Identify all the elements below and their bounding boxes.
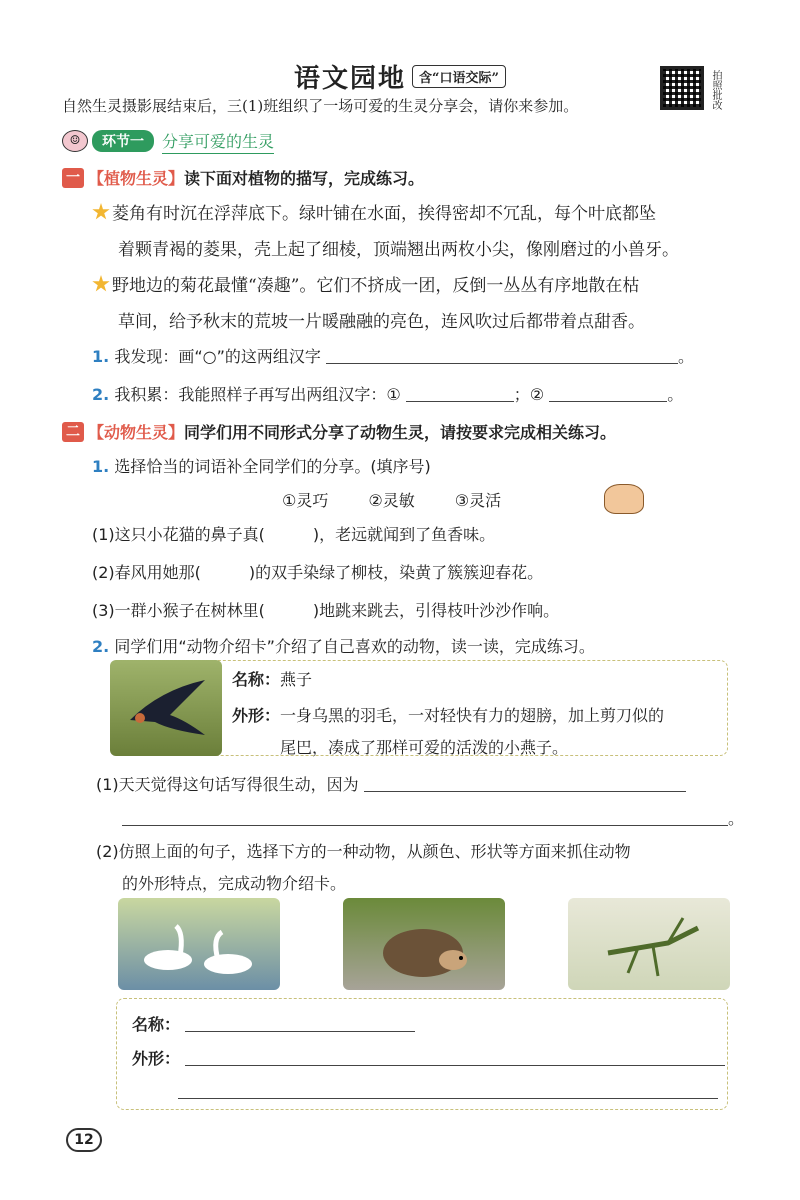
- question-1-2: [92, 382, 683, 405]
- intro-text: 自然生灵摄影展结束后，三(1)班组织了一场可爱的生灵分享会，请你来参加。: [62, 97, 579, 115]
- mascot-icon: ☺: [62, 130, 88, 152]
- stage-header: [62, 130, 274, 152]
- subquestion-text-2: 的外形特点，完成动物介绍卡。: [122, 874, 347, 893]
- stage-badge: 环节一: [92, 130, 154, 152]
- section-2-instruction: 同学们用不同形式分享了动物生灵，请按要求完成相关练习。: [184, 423, 617, 442]
- answer-shape-row: [132, 1046, 725, 1069]
- subquestion-1: [96, 772, 686, 795]
- card-name-row: [232, 667, 312, 690]
- title-tag: 含“口语交际”: [412, 65, 506, 88]
- title-text: 语文园地: [294, 64, 407, 94]
- answer-shape-blank[interactable]: [185, 1048, 725, 1066]
- hedgehog-icon: [343, 898, 505, 990]
- question-2-2: [92, 634, 595, 657]
- qr-code[interactable]: [660, 66, 704, 110]
- section-1-heading: [62, 166, 424, 189]
- card-shape-text-2: 尾巴，凑成了那样可爱的活泼的小燕子。: [280, 738, 569, 757]
- question-text: 我积累：我能照样子再写出两组汉字：①: [114, 385, 401, 404]
- subquestion-text: (2)仿照上面的句子，选择下方的一种动物，从颜色、形状等方面来抓住动物: [96, 842, 631, 861]
- card-name-label: 名称：: [232, 670, 281, 689]
- section-2-number: 二: [62, 422, 84, 442]
- section-1-instruction: 读下面对植物的描写，完成练习。: [184, 169, 425, 188]
- period: 。: [728, 809, 745, 828]
- swallow-icon: [110, 660, 222, 756]
- swan-icon: [118, 898, 280, 990]
- plant-paragraph-2: [92, 268, 752, 340]
- section-2-tag: 【动物生灵】: [88, 423, 185, 442]
- sentence-2: (2)春风用她那( )的双手染绿了柳枝，染黄了簇簇迎春花。: [92, 563, 544, 582]
- answer-blank-line[interactable]: [122, 808, 728, 826]
- section-2-heading: [62, 420, 616, 443]
- swallow-photo: [110, 660, 222, 756]
- swan-photo[interactable]: [118, 898, 280, 990]
- section-1-tag: 【植物生灵】: [88, 169, 185, 188]
- star-icon: [92, 275, 110, 293]
- subquestion-2: [96, 836, 631, 900]
- question-text: 选择恰当的词语补全同学们的分享。(填序号): [114, 457, 431, 476]
- subquestion-1-line2: [122, 806, 744, 829]
- card-shape-label: 外形：: [232, 706, 281, 725]
- page-number: 12: [66, 1128, 102, 1152]
- answer-blank[interactable]: [364, 774, 686, 792]
- cat-illustration: [604, 484, 644, 514]
- qr-label: 拍照批改: [710, 70, 721, 110]
- answer-shape-label: 外形：: [132, 1049, 181, 1068]
- answer-name-row: [132, 1012, 415, 1035]
- question-number: 1.: [92, 457, 110, 476]
- period: 。: [677, 347, 694, 366]
- paragraph-line: 草间，给予秋末的荒坡一片暖融融的亮色，连风吹过后都带着点甜香。: [118, 312, 645, 332]
- subquestion-text: (1)天天觉得这句话写得很生动，因为: [96, 775, 359, 794]
- plant-paragraph-1: [92, 196, 752, 268]
- answer-name-label: 名称：: [132, 1015, 181, 1034]
- hedgehog-photo[interactable]: [343, 898, 505, 990]
- mantis-icon: [568, 898, 730, 990]
- question-2-1: [92, 454, 431, 477]
- option-1: ①灵巧: [282, 491, 329, 510]
- sentence-3: (3)一群小猴子在树林里( )地跳来跳去，引得枝叶沙沙作响。: [92, 601, 560, 620]
- answer-blank-2[interactable]: [549, 384, 667, 402]
- option-2: ②灵敏: [368, 491, 415, 510]
- paragraph-line: 着颗青褐的菱果，壳上起了细棱，顶端翘出两枚小尖，像刚磨过的小兽牙。: [118, 240, 679, 260]
- question-number: 2.: [92, 385, 110, 404]
- question-text: 同学们用“动物介绍卡”介绍了自己喜欢的动物，读一读，完成练习。: [114, 637, 595, 656]
- answer-blank-1[interactable]: [406, 384, 514, 402]
- mantis-photo[interactable]: [568, 898, 730, 990]
- question-text: 我发现：画“○”的这两组汉字: [114, 347, 321, 366]
- section-1-number: 一: [62, 168, 84, 188]
- stage-label: 分享可爱的生灵: [162, 129, 274, 154]
- card-shape-row: [232, 700, 722, 764]
- question-number: 1.: [92, 347, 110, 366]
- option-3: ③灵活: [454, 491, 502, 510]
- paragraph-line: 野地边的菊花最懂“凑趣”。它们不挤成一团，反倒一丛丛有序地散在枯: [112, 276, 640, 296]
- paragraph-line: 菱角有时沉在浮萍底下。绿叶铺在水面，挨得密却不冗乱，每个叶底都坠: [112, 204, 656, 224]
- separator: ；②: [513, 385, 545, 404]
- answer-shape-blank-2[interactable]: [178, 1098, 718, 1099]
- sentence-1: (1)这只小花猫的鼻子真( )，老远就闻到了鱼香味。: [92, 525, 496, 544]
- card-name-value: 燕子: [280, 670, 313, 689]
- options-row: [282, 488, 501, 511]
- question-number: 2.: [92, 637, 110, 656]
- answer-blank[interactable]: [326, 346, 678, 364]
- period: 。: [667, 385, 684, 404]
- card-shape-text: 一身乌黑的羽毛，一对轻快有力的翅膀，加上剪刀似的: [280, 706, 665, 725]
- question-1-1: [92, 344, 694, 367]
- answer-name-blank[interactable]: [185, 1014, 415, 1032]
- star-icon: [92, 203, 110, 221]
